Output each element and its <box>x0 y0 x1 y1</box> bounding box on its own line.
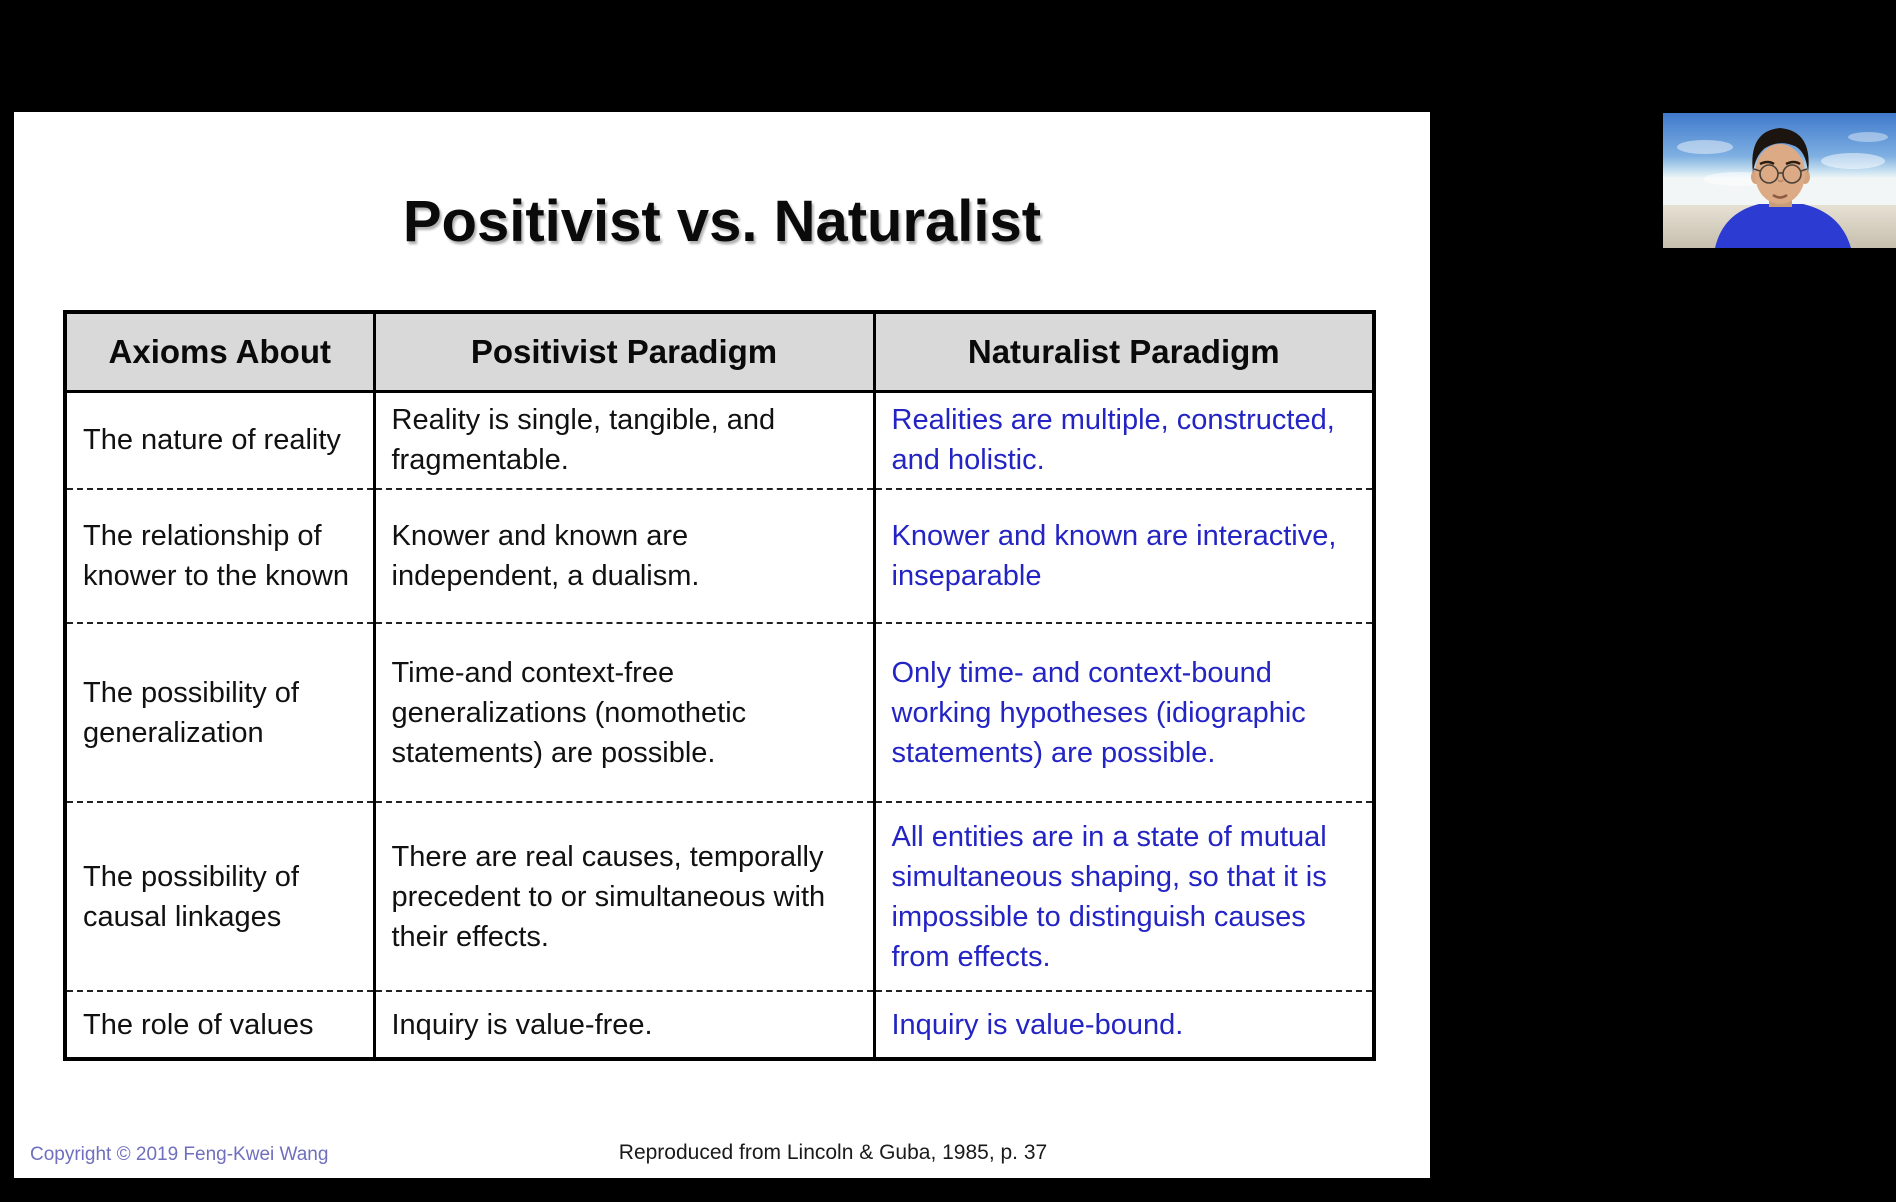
presenter-face <box>1755 144 1805 204</box>
positivist-cell: Reality is single, tangible, and fragmentable. <box>374 391 874 489</box>
axiom-cell: The nature of reality <box>65 391 374 489</box>
table-row <box>65 623 1374 802</box>
naturalist-cell: Realities are multiple, constructed, and holistic. <box>874 391 1374 489</box>
positivist-cell: Knower and known are independent, a dualism. <box>374 489 874 623</box>
header-naturalist-paradigm: Naturalist Paradigm <box>874 312 1374 391</box>
table-row <box>65 991 1374 1059</box>
axiom-cell: The possibility of causal linkages <box>65 802 374 991</box>
table-row <box>65 489 1374 623</box>
source-citation: Reproduced from Lincoln & Guba, 1985, p. 37 <box>618 1141 1048 1164</box>
naturalist-cell: Knower and known are interactive, inseparable <box>874 489 1374 623</box>
presenter-avatar <box>1663 113 1896 248</box>
copyright-notice: Copyright © 2019 Feng-Kwei Wang <box>30 1144 329 1165</box>
naturalist-cell: All entities are in a state of mutual simultaneous shaping, so that it is impossible to distinguish causes from effects. <box>874 802 1374 991</box>
table-row <box>65 802 1374 991</box>
naturalist-cell: Only time- and context-bound working hypotheses (idiographic statements) are possible. <box>874 623 1374 802</box>
positivist-cell: Inquiry is value-free. <box>374 991 874 1059</box>
slide-title: Positivist vs. Naturalist <box>402 189 1042 254</box>
axiom-cell: The role of values <box>65 991 374 1059</box>
webcam-video-tile[interactable] <box>1663 113 1896 248</box>
naturalist-cell: Inquiry is value-bound. <box>874 991 1374 1059</box>
axiom-cell: The possibility of generalization <box>65 623 374 802</box>
slide <box>14 112 1430 1178</box>
axiom-cell: The relationship of knower to the known <box>65 489 374 623</box>
table-header-row <box>65 312 1374 391</box>
positivist-cell: Time-and context-free generalizations (nomothetic statements) are possible. <box>374 623 874 802</box>
comparison-table <box>63 310 1376 1061</box>
header-axioms-about: Axioms About <box>65 312 374 391</box>
table-row <box>65 391 1374 489</box>
header-positivist-paradigm: Positivist Paradigm <box>374 312 874 391</box>
positivist-cell: There are real causes, temporally precedent to or simultaneous with their effects. <box>374 802 874 991</box>
